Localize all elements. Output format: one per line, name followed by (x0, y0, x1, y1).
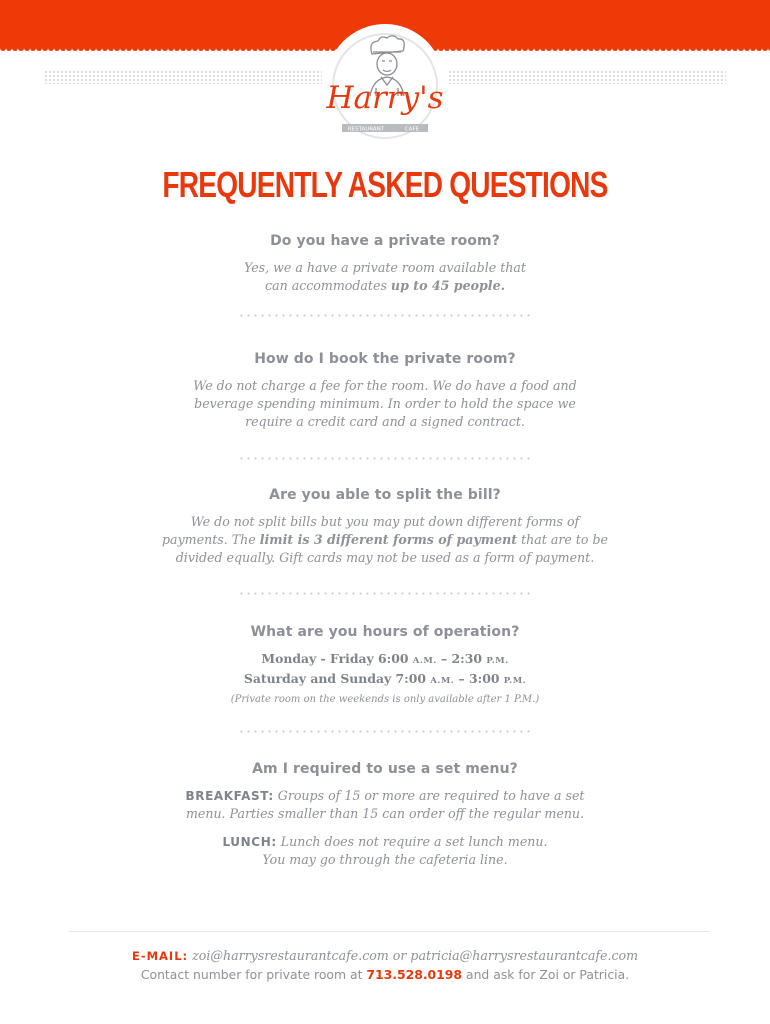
page-title: FREQUENTLY ASKED QUESTIONS (162, 164, 608, 205)
faq-item-book-room (140, 351, 630, 431)
contact-email: E-MAIL: zoi@harrysrestaurantcafe.com or patricia@harrysrestaurantcafe.com (131, 948, 639, 963)
logo-wordmark: Harry's (326, 80, 444, 116)
dot-band-right (448, 70, 726, 84)
faq-question: How do I book the private room? (254, 351, 516, 367)
logo-tag-left: RESTAURANT (347, 126, 385, 133)
hours-weekday: Monday - Friday 6:00 A.M. – 2:30 P.M. (261, 651, 509, 666)
faq-item-private-room (140, 233, 630, 295)
section-divider (238, 457, 534, 460)
faq-question: Do you have a private room? (270, 233, 500, 249)
faq-question: Am I required to use a set menu? (252, 761, 518, 777)
harrys-logo (326, 30, 444, 142)
faq-question: What are you hours of operation? (250, 624, 520, 640)
contact-phone: Contact number for private room at 713.528.0198 and ask for Zoi or Patricia. (140, 967, 630, 982)
dot-band-left (44, 70, 322, 84)
faq-item-hours (140, 624, 630, 708)
hours-weekend: Saturday and Sunday 7:00 A.M. – 3:00 P.M. (243, 671, 527, 686)
faq-answer: We do not split bills but you may put down different forms of payments. The limit is 3 different forms of payment that are to be divided equally. Gift cards may not be used as a form of payment. (162, 514, 608, 565)
faq-answer-lunch: LUNCH: Lunch does not require a set lunch menu. You may go through the cafeteria line. (222, 834, 548, 867)
section-divider (238, 314, 534, 317)
faq-question: Are you able to split the bill? (269, 487, 501, 503)
faq-item-set-menu (140, 761, 630, 869)
email-link[interactable]: zoi@harrysrestaurantcafe.com or patricia@harrysrestaurantcafe.com (188, 948, 639, 963)
faq-answer: We do not charge a fee for the room. We do have a food and beverage spending minimum. In order to hold the space we require a credit card and a signed contract. (193, 378, 577, 429)
logo-tag-right: CAFE (404, 126, 420, 133)
phone-link[interactable]: 713.528.0198 (366, 967, 463, 982)
footer-divider (68, 931, 710, 932)
faq-answer: Yes, we a have a private room available that can accommodates up to 45 people. (244, 260, 526, 293)
faq-item-split-bill (140, 487, 630, 567)
section-divider (238, 592, 534, 595)
hours-note: (Private room on the weekends is only available after 1 P.M.) (230, 694, 540, 705)
section-divider (238, 730, 534, 733)
faq-answer-breakfast: BREAKFAST: Groups of 15 or more are required to have a set menu. Parties smaller than 15 can order off the regular menu. (185, 788, 585, 821)
